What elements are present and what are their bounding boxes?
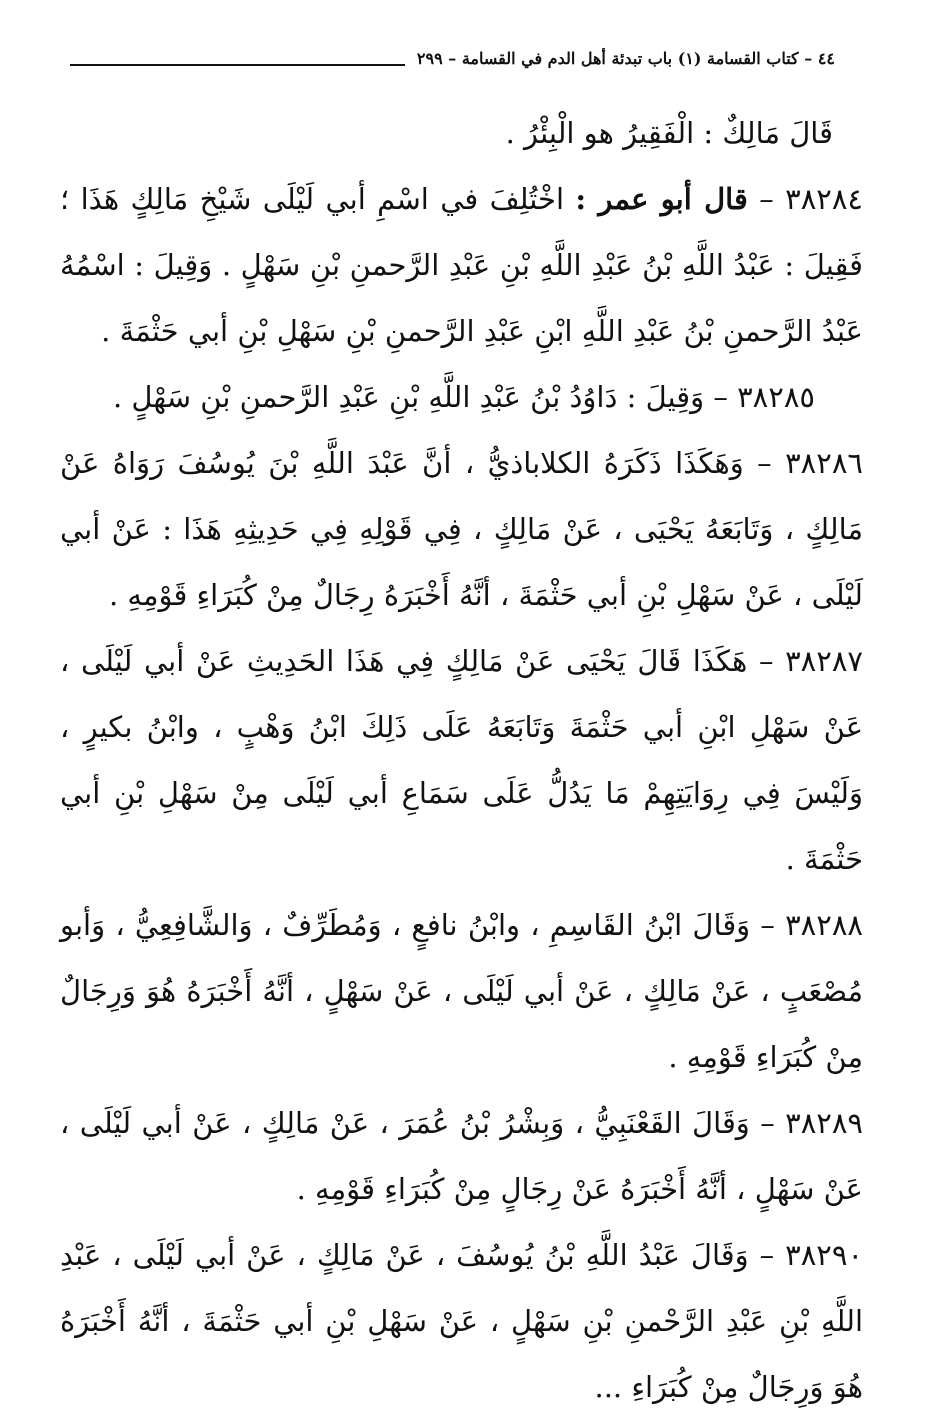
paragraph: ٣٨٢٩٠ – وَقَالَ عَبْدُ اللَّهِ بْنُ يُوسُفَ ، عَنْ مَالِكٍ ، عَنْ أبي لَيْلَى ، عَبْدِ اللَّهِ بْنِ عَبْدِ الرَّحْمنِ بْنِ سَهْلٍ ، عَنْ سَهْلِ بْنِ أبي حَثْمَةَ ، أنَّهُ أَخْبَرَهُ هُوَ وَرِجَالٌ مِنْ كُبَرَاءِ ... bbox=[60, 1238, 864, 1404]
paragraph: ٣٨٢٨٩ – وَقَالَ القَعْنَبِيُّ ، وَبِشْرُ بْنُ عُمَرَ ، عَنْ مَالِكٍ ، عَنْ أبي لَيْلَى ، عَنْ سَهْلٍ ، أنَّهُ أَخْبَرَهُ عَنْ رِجَالٍ مِنْ كُبَرَاءِ قَوْمِهِ . bbox=[60, 1106, 864, 1206]
running-header bbox=[70, 40, 835, 70]
paragraph: ٣٨٢٨٦ – وَهَكَذَا ذَكَرَهُ الكلاباذيُّ ، أنَّ عَبْدَ اللَّهِ بْنَ يُوسُفَ رَوَاهُ عَنْ مَالِكٍ ، وَتَابَعَهُ يَحْيَى ، عَنْ مَالِكٍ ، فِي قَوْلِهِ فِي حَدِيثِهِ هَذَا : عَنْ أبي لَيْلَى ، عَنْ سَهْلِ بْنِ أبي حَثْمَةَ ، أنَّهُ أَخْبَرَهُ رِجَالٌ مِنْ كُبَرَاءِ قَوْمِهِ . bbox=[60, 446, 863, 612]
paragraph-text: هَكَذَا قَالَ يَحْيَى عَنْ مَالِكٍ فِي هَذَا الحَدِيثِ عَنْ أبي لَيْلَى ، عَنْ سَهْلِ ابْنِ أبي حَثْمَةَ وَتَابَعَهُ عَلَى ذَلِكَ ابْنُ وَهْبٍ ، وابْنُ بكيرٍ ، وَلَيْسَ فِي رِوَايَتِهِمْ مَا يَدُلُّ عَلَى سَمَاعِ أبي لَيْلَى مِنْ سَهْلِ بْنِ أبي حَثْمَةَ . bbox=[60, 644, 863, 876]
paragraph-number: ٣٨٢٩٠ bbox=[785, 1238, 864, 1272]
paragraph-text: وَقَالَ عَبْدُ اللَّهِ بْنُ يُوسُفَ ، عَنْ مَالِكٍ ، عَنْ أبي لَيْلَى ، عَبْدِ اللَّهِ بْنِ عَبْدِ الرَّحْمنِ بْنِ سَهْلٍ ، عَنْ سَهْلِ بْنِ أبي حَثْمَةَ ، أنَّهُ أَخْبَرَهُ هُوَ وَرِجَالٌ مِنْ كُبَرَاءِ ... bbox=[60, 1238, 863, 1404]
paragraph-number: ٣٨٢٨٦ bbox=[785, 446, 863, 480]
paragraph-text: وَقَالَ ابْنُ القَاسِمِ ، وابْنُ نافعٍ ، وَمُطَرِّفٌ ، وَالشَّافِعِيُّ ، وَأبو مُصْعَبٍ ، عَنْ مَالِكٍ ، عَنْ أبي لَيْلَى ، عَنْ سَهْلٍ ، أنَّهُ أَخْبَرَهُ هُوَ وَرِجَالٌ مِنْ كُبَرَاءِ قَوْمِهِ . bbox=[60, 908, 863, 1074]
paragraph: ٣٨٢٨٨ – وَقَالَ ابْنُ القَاسِمِ ، وابْنُ نافعٍ ، وَمُطَرِّفٌ ، وَالشَّافِعِيُّ ، وَأبو مُصْعَبٍ ، عَنْ مَالِكٍ ، عَنْ أبي لَيْلَى ، عَنْ سَهْلٍ ، أنَّهُ أَخْبَرَهُ هُوَ وَرِجَالٌ مِنْ كُبَرَاءِ قَوْمِهِ . bbox=[60, 908, 863, 1074]
paragraph-text: اخْتُلِفَ في اسْمِ أبي لَيْلَى شَيْخِ مَالِكٍ هَذَا ؛ فَقِيلَ : عَبْدُ اللَّهِ بْنُ عَبْدِ اللَّهِ بْنِ عَبْدِ الرَّحمنِ بْنِ سَهْلٍ . وَقِيلَ : اسْمُهُ عَبْدُ الرَّحمنِ بْنُ عَبْدِ اللَّهِ ابْنِ عَبْدِ الرَّحمنِ بْنِ سَهْلِ بْنِ أبي حَثْمَةَ . bbox=[60, 182, 863, 348]
paragraph-number: ٣٨٢٨٧ bbox=[785, 644, 863, 678]
paragraph-text: وَقَالَ القَعْنَبِيُّ ، وَبِشْرُ بْنُ عُمَرَ ، عَنْ مَالِكٍ ، عَنْ أبي لَيْلَى ، عَنْ سَهْلٍ ، أنَّهُ أَخْبَرَهُ عَنْ رِجَالٍ مِنْ كُبَرَاءِ قَوْمِهِ . bbox=[60, 1106, 863, 1206]
paragraph-text: وَهَكَذَا ذَكَرَهُ الكلاباذيُّ ، أنَّ عَبْدَ اللَّهِ بْنَ يُوسُفَ رَوَاهُ عَنْ مَالِكٍ ، وَتَابَعَهُ يَحْيَى ، عَنْ مَالِكٍ ، فِي قَوْلِهِ فِي حَدِيثِهِ هَذَا : عَنْ أبي لَيْلَى ، عَنْ سَهْلِ بْنِ أبي حَثْمَةَ ، أنَّهُ أَخْبَرَهُ رِجَالٌ مِنْ كُبَرَاءِ قَوْمِهِ . bbox=[60, 446, 863, 612]
paragraph-text: وَقِيلَ : دَاوُدُ بْنُ عَبْدِ اللَّهِ بْنِ عَبْدِ الرَّحمنِ بْنِ سَهْلٍ . bbox=[112, 380, 705, 414]
paragraph-number: ٣٨٢٨٥ bbox=[737, 380, 815, 414]
paragraph: ٣٨٢٨٧ – هَكَذَا قَالَ يَحْيَى عَنْ مَالِكٍ فِي هَذَا الحَدِيثِ عَنْ أبي لَيْلَى ، عَنْ سَهْلِ ابْنِ أبي حَثْمَةَ وَتَابَعَهُ عَلَى ذَلِكَ ابْنُ وَهْبٍ ، وابْنُ بكيرٍ ، وَلَيْسَ فِي رِوَايَتِهِمْ مَا يَدُلُّ عَلَى سَمَاعِ أبي لَيْلَى مِنْ سَهْلِ بْنِ أبي حَثْمَةَ . bbox=[60, 644, 863, 876]
body-text bbox=[60, 100, 863, 1420]
paragraph: ٣٨٢٨٤ – قال أبو عمر : اخْتُلِفَ في اسْمِ أبي لَيْلَى شَيْخِ مَالِكٍ هَذَا ؛ فَقِيلَ : عَبْدُ اللَّهِ بْنُ عَبْدِ اللَّهِ بْنِ عَبْدِ الرَّحمنِ بْنِ سَهْلٍ . وَقِيلَ : اسْمُهُ عَبْدُ الرَّحمنِ بْنُ عَبْدِ اللَّهِ ابْنِ عَبْدِ الرَّحمنِ بْنِ سَهْلِ بْنِ أبي حَثْمَةَ . bbox=[60, 182, 864, 348]
paragraph bbox=[60, 100, 863, 166]
header-rule bbox=[70, 64, 405, 66]
paragraph-lead: قال أبو عمر : bbox=[575, 182, 748, 216]
paragraph-text: قَالَ مَالِكٌ : الْفَقِيرُ هو الْبِئْرُ . bbox=[505, 116, 833, 150]
paragraph: ٣٨٢٨٥ – وَقِيلَ : دَاوُدُ بْنُ عَبْدِ اللَّهِ بْنِ عَبْدِ الرَّحمنِ بْنِ سَهْلٍ . bbox=[112, 380, 815, 414]
paragraph-number: ٣٨٢٨٨ bbox=[785, 908, 863, 942]
running-title: ٤٤ – كتاب القسامة (١) باب تبدئة أهل الدم في القسامة – ٢٩٩ bbox=[416, 49, 835, 68]
paragraph-number: ٣٨٢٨٩ bbox=[785, 1106, 864, 1140]
paragraph-number: ٣٨٢٨٤ bbox=[785, 182, 864, 216]
